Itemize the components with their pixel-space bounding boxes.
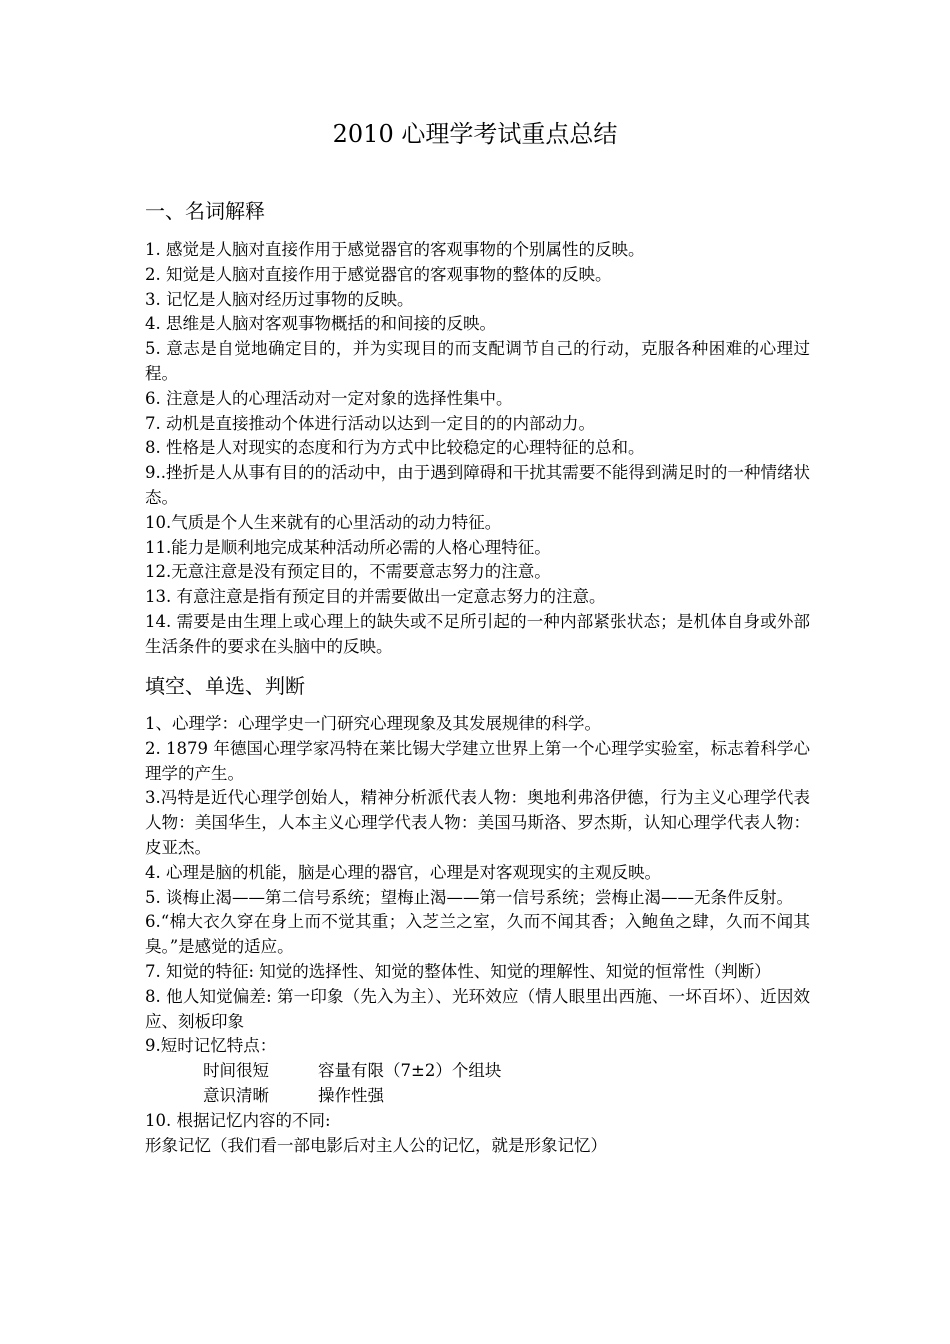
document-title: 2010 心理学考试重点总结 [332, 120, 618, 148]
list-item: 2. 1879 年德国心理学家冯特在莱比锡大学建立世界上第一个心理学实验室，标志着科学心理学的产生。 [145, 738, 810, 783]
list-item: 1、心理学：心理学史一门研究心理现象及其发展规律的科学。 [145, 714, 601, 733]
list-item: 14. 需要是由生理上或心理上的缺失或不足所引起的一种内部紧张状态；是机体自身或外部生活条件的要求在头脑中的反映。 [145, 611, 810, 656]
section-heading-fill-in: 填空、单选、判断 [145, 674, 305, 698]
list-item: 3. 记忆是人脑对经历过事物的反映。 [145, 289, 414, 309]
list-item: 形象记忆（我们看一部电影后对主人公的记忆，就是形象记忆） [145, 1135, 607, 1155]
list-item: 5. 谈梅止渴——第二信号系统；望梅止渴——第一信号系统；尝梅止渴——无条件反射。 [145, 887, 793, 907]
list-item: 9.短时记忆特点： [145, 1036, 277, 1056]
list-item: 6. 注意是人的心理活动对一定对象的选择性集中。 [145, 388, 513, 408]
list-item: 5. 意志是自觉地确定目的，并为实现目的而支配调节自己的行动，克服各种困难的心理过程。 [145, 339, 810, 383]
stm-feature: 容量有限（7±2）个组块 [318, 1061, 502, 1081]
list-item: 4. 心理是脑的机能，脑是心理的器官，心理是对客观现实的主观反映。 [145, 862, 661, 882]
list-item: 4. 思维是人脑对客观事物概括的和间接的反映。 [145, 314, 496, 334]
list-item: 10. 根据记忆内容的不同: [145, 1110, 331, 1130]
list-item: 12.无意注意是没有预定目的，不需要意志努力的注意。 [145, 562, 551, 582]
list-item: 8. 他人知觉偏差: 第一印象（先入为主）、光环效应（情人眼里出西施、一坏百坏）、近因效应、刻板印象 [145, 986, 810, 1031]
section-heading-definitions: 一、名词解释 [145, 199, 265, 223]
list-item: 8. 性格是人对现实的态度和行为方式中比较稳定的心理特征的总和。 [145, 438, 645, 458]
stm-feature: 操作性强 [318, 1085, 384, 1105]
list-item: 10.气质是个人生来就有的心里活动的动力特征。 [145, 512, 502, 532]
list-item: 11.能力是顺利地完成某种活动所必需的人格心理特征。 [145, 537, 551, 557]
list-item: 1. 感觉是人脑对直接作用于感觉器官的客观事物的个别属性的反映。 [145, 240, 645, 259]
definitions-list [145, 238, 810, 660]
stm-feature-row [145, 1084, 810, 1109]
stm-feature-row [145, 1059, 810, 1084]
list-item: 2. 知觉是人脑对直接作用于感觉器官的客观事物的整体的反映。 [145, 264, 612, 284]
list-item: 7. 知觉的特征: 知觉的选择性、知觉的整体性、知觉的理解性、知觉的恒常性（判断） [145, 961, 771, 981]
stm-feature: 时间很短 [203, 1061, 269, 1081]
list-item: 3.冯特是近代心理学创始人，精神分析派代表人物：奥地利弗洛伊德，行为主义心理学代表人物：美国华生，人本主义心理学代表人物：美国马斯洛、罗杰斯，认知心理学代表人物：皮亚杰。 [145, 788, 810, 857]
list-item: 9..挫折是人从事有目的的活动中，由于遇到障碍和干扰其需要不能得到满足时的一种情绪状态。 [145, 463, 810, 507]
list-item: 6.“棉大衣久穿在身上而不觉其重；入芝兰之室，久而不闻其香；入鲍鱼之肆，久而不闻其臭。”是感觉的适应。 [145, 912, 810, 957]
list-item: 13. 有意注意是指有预定目的并需要做出一定意志努力的注意。 [145, 587, 606, 607]
fill-in-list [145, 712, 810, 1158]
list-item: 7. 动机是直接推动个体进行活动以达到一定目的的内部动力。 [145, 413, 595, 433]
stm-feature: 意识清晰 [203, 1085, 269, 1105]
